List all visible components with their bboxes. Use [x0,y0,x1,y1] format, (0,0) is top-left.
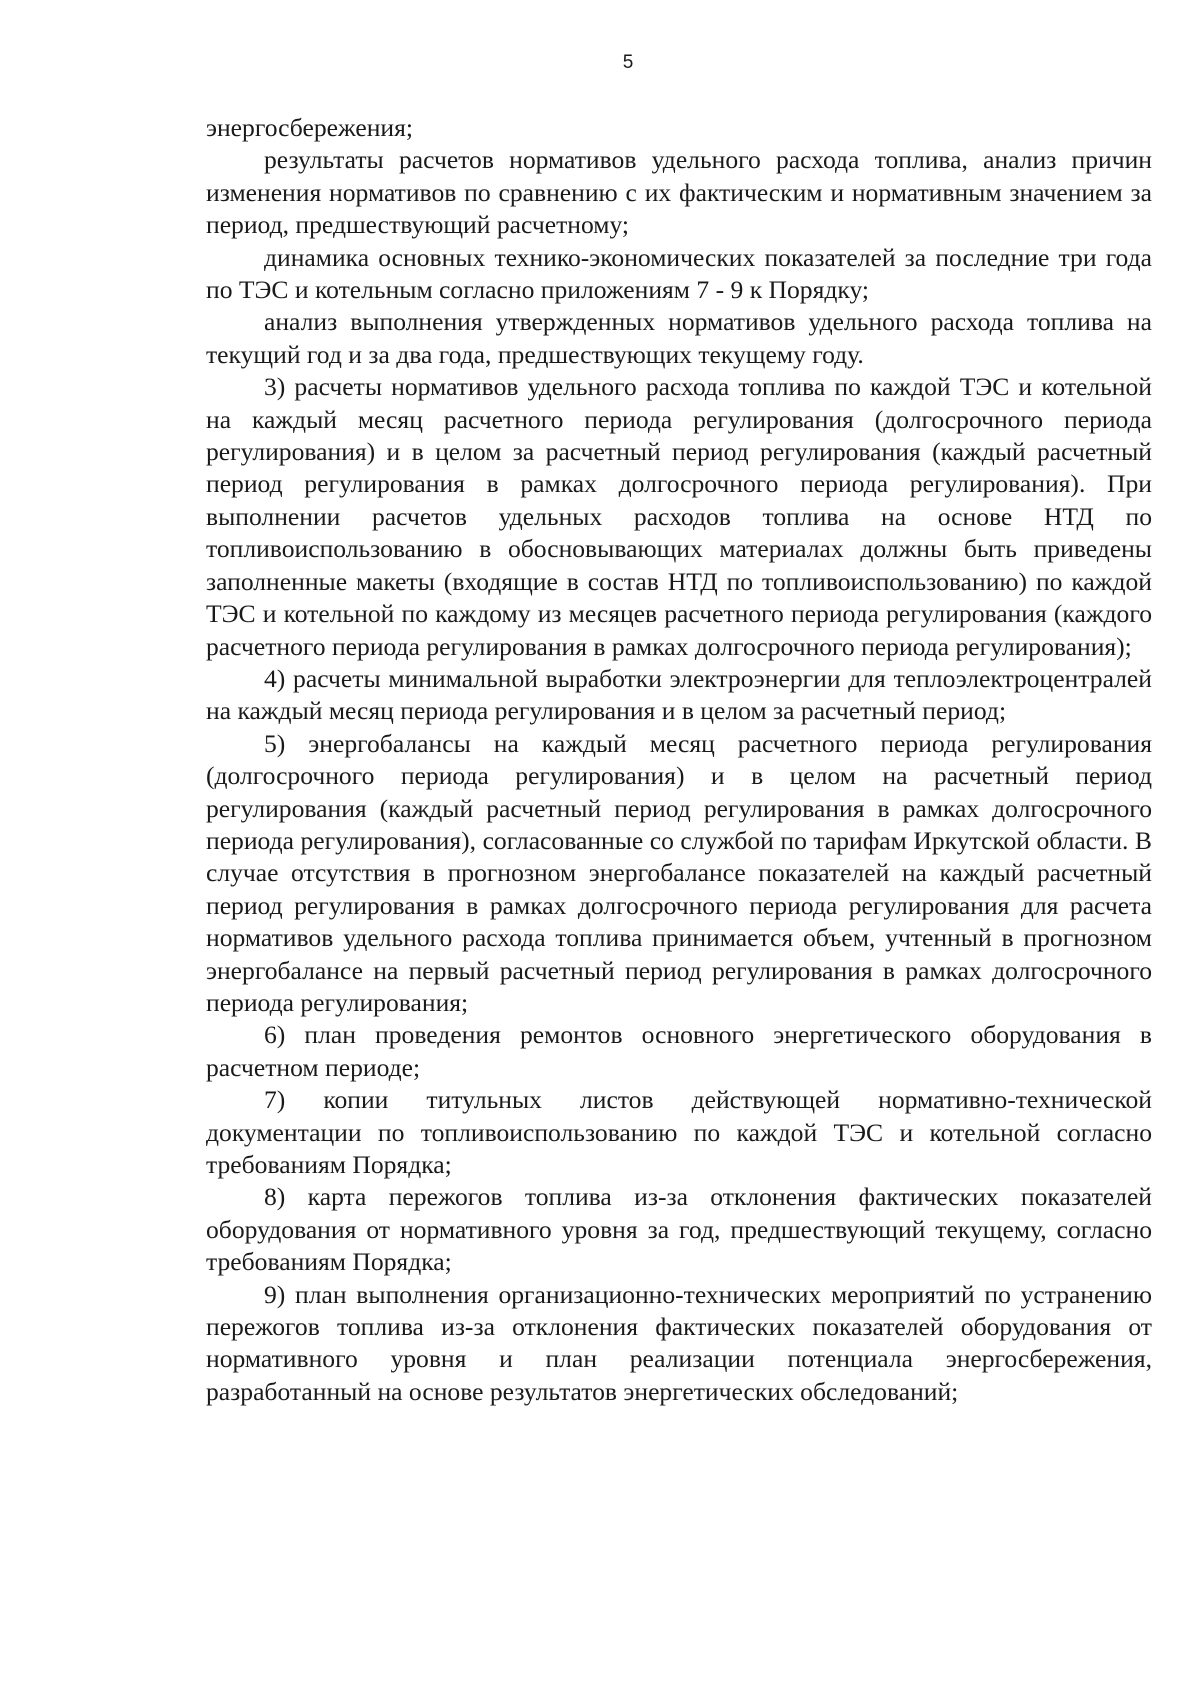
list-item-9: 9) план выполнения организационно-технических мероприятий по устранению пережогов топлива из-за отклонения фактических показателей оборудования от нормативного уровня и план реализации потенциала энергосбережения, разработанный на основе результатов энергетических обследований; [206,1279,1152,1406]
document-body [206,112,1152,1408]
list-item-7: 7) копии титульных листов действующей нормативно-технической документации по топливоиспользованию по каждой ТЭС и котельной согласно требованиям Порядка; [206,1085,1152,1179]
paragraph-continuation: энергосбережения; [206,113,413,142]
list-item-6: 6) план проведения ремонтов основного энергетического оборудования в расчетном периоде; [206,1020,1152,1082]
page-number: 5 [622,52,634,73]
paragraph-norms-analysis: анализ выполнения утвержденных нормативов удельного расхода топлива на текущий год и за два года, предшествующих текущему году. [206,307,1152,369]
list-item-3: 3) расчеты нормативов удельного расхода топлива по каждой ТЭС и котельной на каждый месяц расчетного периода регулирования (долгосрочного периода регулирования) и в целом за расчетный период регулирования (каждый расчетный период регулирования в рамках долгосрочного периода регулирования). При выполнении расчетов удельных расходов топлива на основе НТД по топливоиспользованию в обосновывающих материалах должны быть приведены заполненные макеты (входящие в состав НТД по топливоиспользованию) по каждой ТЭС и котельной по каждому из месяцев расчетного периода регулирования (каждого расчетного периода регулирования в рамках долгосрочного периода регулирования); [206,372,1152,661]
list-item-4: 4) расчеты минимальной выработки электроэнергии для теплоэлектроцентралей на каждый месяц периода регулирования и в целом за расчетный период; [206,663,1152,726]
list-item-5: 5) энергобалансы на каждый месяц расчетного периода регулирования (долгосрочного периода регулирования) и в целом на расчетный период регулирования (каждый расчетный период регулирования в рамках долгосрочного периода регулирования), согласованные со службой по тарифам Иркутской области. В случае отсутствия в прогнозном энергобалансе показателей на каждый расчетный период регулирования в рамках долгосрочного периода регулирования для расчета нормативов удельного расхода топлива принимается объем, учтенный в прогнозном энергобалансе на первый расчетный период регулирования в рамках долгосрочного периода регулирования; [206,728,1152,1017]
paragraph-calculation-results: результаты расчетов нормативов удельного расхода топлива, анализ причин изменения нормативов по сравнению с их фактическим и нормативным значением за период, предшествующий расчетному; [206,145,1152,240]
paragraph-indicator-dynamics: динамика основных технико-экономических показателей за последние три года по ТЭС и котельным согласно приложениям 7 - 9 к Порядку; [206,242,1152,305]
list-item-8: 8) карта пережогов топлива из-за отклонения фактических показателей оборудования от нормативного уровня за год, предшествующий текущему, согласно требованиям Порядка; [206,1182,1152,1277]
